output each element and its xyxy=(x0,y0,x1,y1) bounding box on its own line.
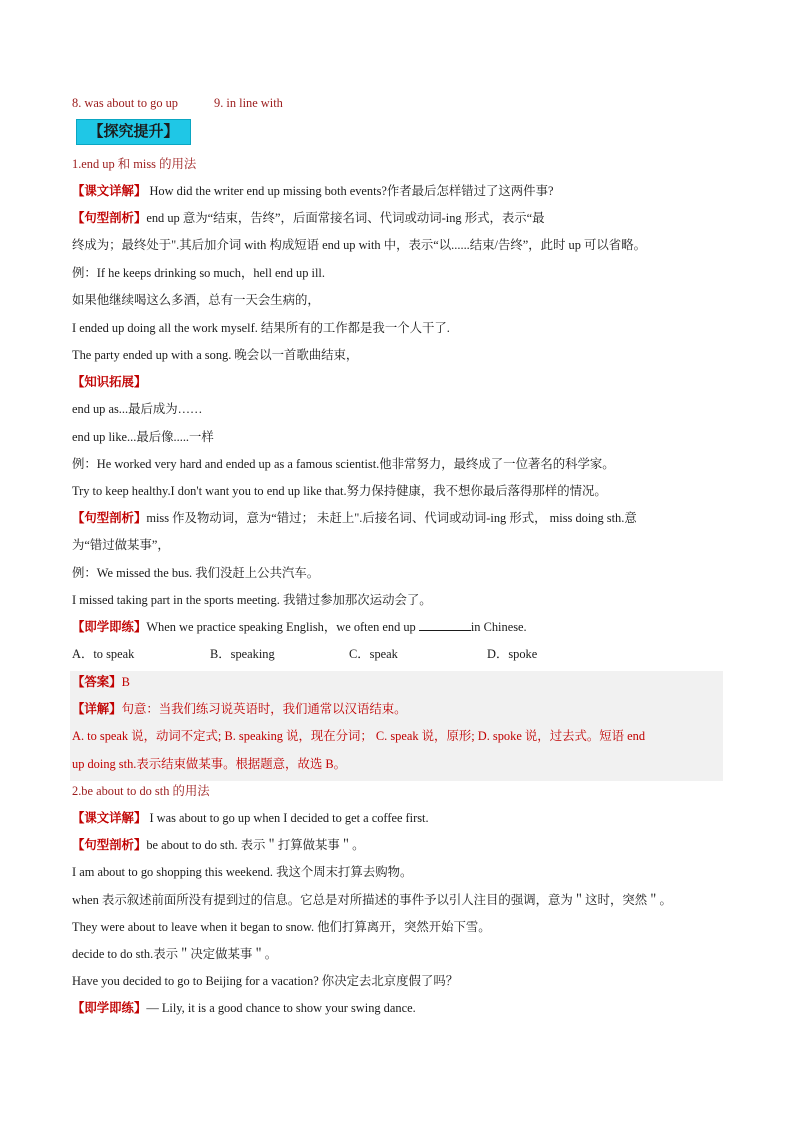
header-answers xyxy=(72,94,283,112)
answer-line: 【答案】B xyxy=(72,675,130,689)
section1-practice-question: 【即学即练】When we practice speaking English，we often end up in Chinese. xyxy=(72,620,527,634)
section-badge: 【探究提升】 xyxy=(76,119,191,145)
option-b: B．speaking xyxy=(210,647,275,661)
section2-example1: I am about to go shopping this weekend. 我这个周末打算去购物。 xyxy=(72,865,413,879)
section2-example2: when 表示叙述前面所没有提到过的信息。它总是对所描述的事件予以引人注目的强调，意为＂这时，突然＂。 xyxy=(72,893,672,907)
section2-analysis: 【句型剖析】be about to do sth. 表示＂打算做某事＂。 xyxy=(72,838,365,852)
tag-analysis: 【句型剖析】 xyxy=(72,211,147,225)
answer-value: B xyxy=(121,675,130,689)
tag-text-detail: 【课文详解】 xyxy=(72,184,147,198)
section1-example2: I ended up doing all the work myself. 结果所有的工作都是我一个人干了. xyxy=(72,321,450,335)
section1-text-detail: 【课文详解】 How did the writer end up missing both events?作者最后怎样错过了这两件事? xyxy=(72,184,554,198)
section2-title: 2.be about to do sth 的用法 xyxy=(72,784,210,798)
section1-example5: Try to keep healthy.I don't want you to end up like that.努力保持健康，我不想你最后落得那样的情况。 xyxy=(72,484,607,498)
section2-example3: They were about to leave when it began to snow. 他们打算离开，突然开始下雪。 xyxy=(72,920,491,934)
option-c: C．speak xyxy=(349,647,398,661)
section1-expand-tag: 【知识拓展】 xyxy=(72,375,147,389)
section2-example4: decide to do sth.表示＂决定做某事＂。 xyxy=(72,947,278,961)
option-d: D．spoke xyxy=(487,647,538,661)
explain-line-b: A. to speak 说，动词不定式; B. speaking 说，现在分词； C. speak 说，原形; D. spoke 说，过去式。短语 end xyxy=(72,729,646,743)
section1-analysis2-b: 为“错过做某事”， xyxy=(72,538,170,552)
section2-example5: Have you decided to go to Beijing for a vacation? 你决定去北京度假了吗？ xyxy=(72,974,459,988)
section1-analysis1-a: 【句型剖析】end up 意为“结束，告终”，后面常接名词、代词或动词-ing 形式，表示“最 xyxy=(72,211,545,225)
section1-example4: 例：He worked very hard and ended up as a famous scientist.他非常努力，最终成了一位著名的科学家。 xyxy=(72,457,615,471)
section2-text-detail: 【课文详解】 I was about to go up when I decided to get a coffee first. xyxy=(72,811,429,825)
section1-example3: The party ended up with a song. 晚会以一首歌曲结束， xyxy=(72,348,359,362)
section1-analysis1-b: 终成为；最终处于".其后加介词 with 构成短语 end up with 中，表示“以......结束/告终”，此时 up 可以省略。 xyxy=(72,238,646,252)
answer-item-8: 8. was about to go up xyxy=(72,96,178,110)
section1-analysis2-a: 【句型剖析】miss 作及物动词，意为“错过； 未赶上".后接名词、代词或动词-ing 形式， miss doing sth.意 xyxy=(72,511,637,525)
option-a: A．to speak xyxy=(72,647,135,661)
section1-example6: 例：We missed the bus. 我们没赶上公共汽车。 xyxy=(72,566,320,580)
section1-example1-cn: 如果他继续喝这么多酒，总有一天会生病的， xyxy=(72,293,320,307)
section1-example1-en: 例：If he keeps drinking so much，hell end up ill. xyxy=(72,266,325,280)
section1-title: 1.end up 和 miss 的用法 xyxy=(72,157,197,171)
section2-practice: 【即学即练】— Lily, it is a good chance to show your swing dance. xyxy=(72,1001,416,1015)
explain-line-a: 【详解】句意：当我们练习说英语时，我们通常以汉语结束。 xyxy=(72,702,407,716)
answer-blank xyxy=(419,618,471,631)
section1-expand1: end up as...最后成为…… xyxy=(72,402,203,416)
explain-line-c: up doing sth.表示结束做某事。根据题意，故选 B。 xyxy=(72,757,346,771)
section1-options xyxy=(72,645,537,663)
section1-expand2: end up like...最后像.....一样 xyxy=(72,430,214,444)
section1-example7: I missed taking part in the sports meeting. 我错过参加那次运动会了。 xyxy=(72,593,432,607)
answer-item-9: 9. in line with xyxy=(214,96,283,110)
